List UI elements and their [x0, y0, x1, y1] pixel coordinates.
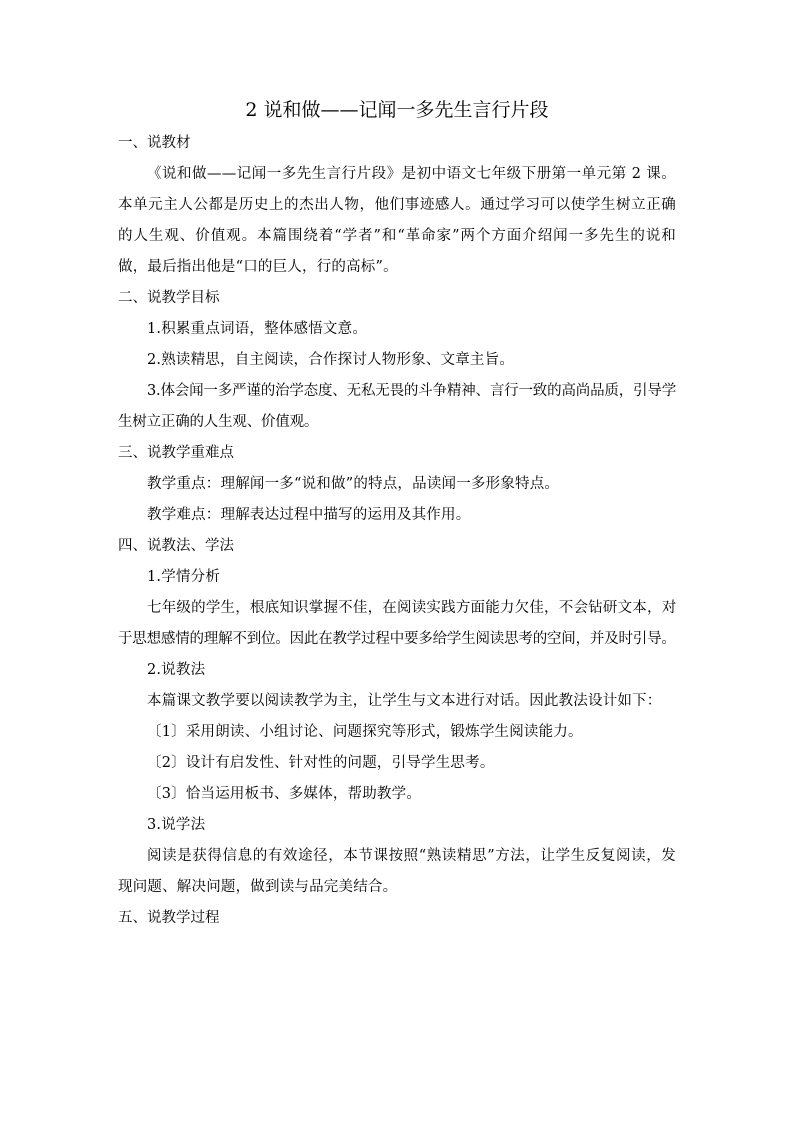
paragraph-teaching-method: 本篇课文教学要以阅读教学为主，让学生与文本进行对话。因此教法设计如下： [147, 693, 662, 709]
section-heading-goals: 二、说教学目标 [118, 290, 220, 306]
paragraph-textbook: 《说和做——记闻一多先生言行片段》是初中语文七年级下册第一单元第 2 课。本单元主人公都是历史上的杰出人物，他们事迹感人。通过学习可以使学生树立正确的人生观、价值观。本篇围绕着“学者”和“革命家”两个方面介绍闻一多先生的说和做，最后指出他是“口的巨人，行的高标”。 [118, 166, 676, 275]
paragraph-student-analysis: 七年级的学生，根底知识掌握不佳，在阅读实践方面能力欠佳，不会钻研文本，对于思想感情的理解不到位。因此在教学过程中要多给学生阅读思考的空间，并及时引导。 [118, 600, 676, 647]
goal-item-2: 2.熟读精思，自主阅读，合作探讨人物形象、文章主旨。 [147, 352, 515, 368]
document-title: 2 说和做——记闻一多先生言行片段 [245, 99, 549, 121]
method-item-3: 〔3〕恰当运用板书、多媒体，帮助教学。 [147, 786, 422, 802]
goal-item-1: 1.积累重点词语，整体感悟文意。 [147, 321, 368, 337]
section-heading-textbook: 一、说教材 [118, 135, 191, 151]
goal-item-3: 3.体会闻一多严谨的治学态度、无私无畏的斗争精神、言行一致的高尚品质，引导学生树立正确的人生观、价值观。 [118, 383, 676, 430]
section-heading-process: 五、说教学过程 [118, 910, 220, 926]
subheading-learning-method: 3.说学法 [147, 817, 206, 833]
paragraph-learning-method: 阅读是获得信息的有效途径，本节课按照“熟读精思”方法，让学生反复阅读，发现问题、解决问题，做到读与品完美结合。 [118, 848, 676, 895]
subheading-teaching-method: 2.说教法 [147, 662, 206, 678]
key-point: 教学重点：理解闻一多“说和做”的特点，品读闻一多形象特点。 [147, 476, 560, 492]
section-heading-methods: 四、说教法、学法 [118, 538, 234, 554]
difficult-point: 教学难点：理解表达过程中描写的运用及其作用。 [147, 507, 471, 523]
method-item-1: 〔1〕采用朗读、小组讨论、问题探究等形式，锻炼学生阅读能力。 [147, 724, 583, 740]
document-page [118, 92, 676, 934]
subheading-student-analysis: 1.学情分析 [147, 569, 221, 585]
method-item-2: 〔2〕设计有启发性、针对性的问题，引导学生思考。 [147, 755, 495, 771]
section-heading-key-points: 三、说教学重难点 [118, 445, 234, 461]
